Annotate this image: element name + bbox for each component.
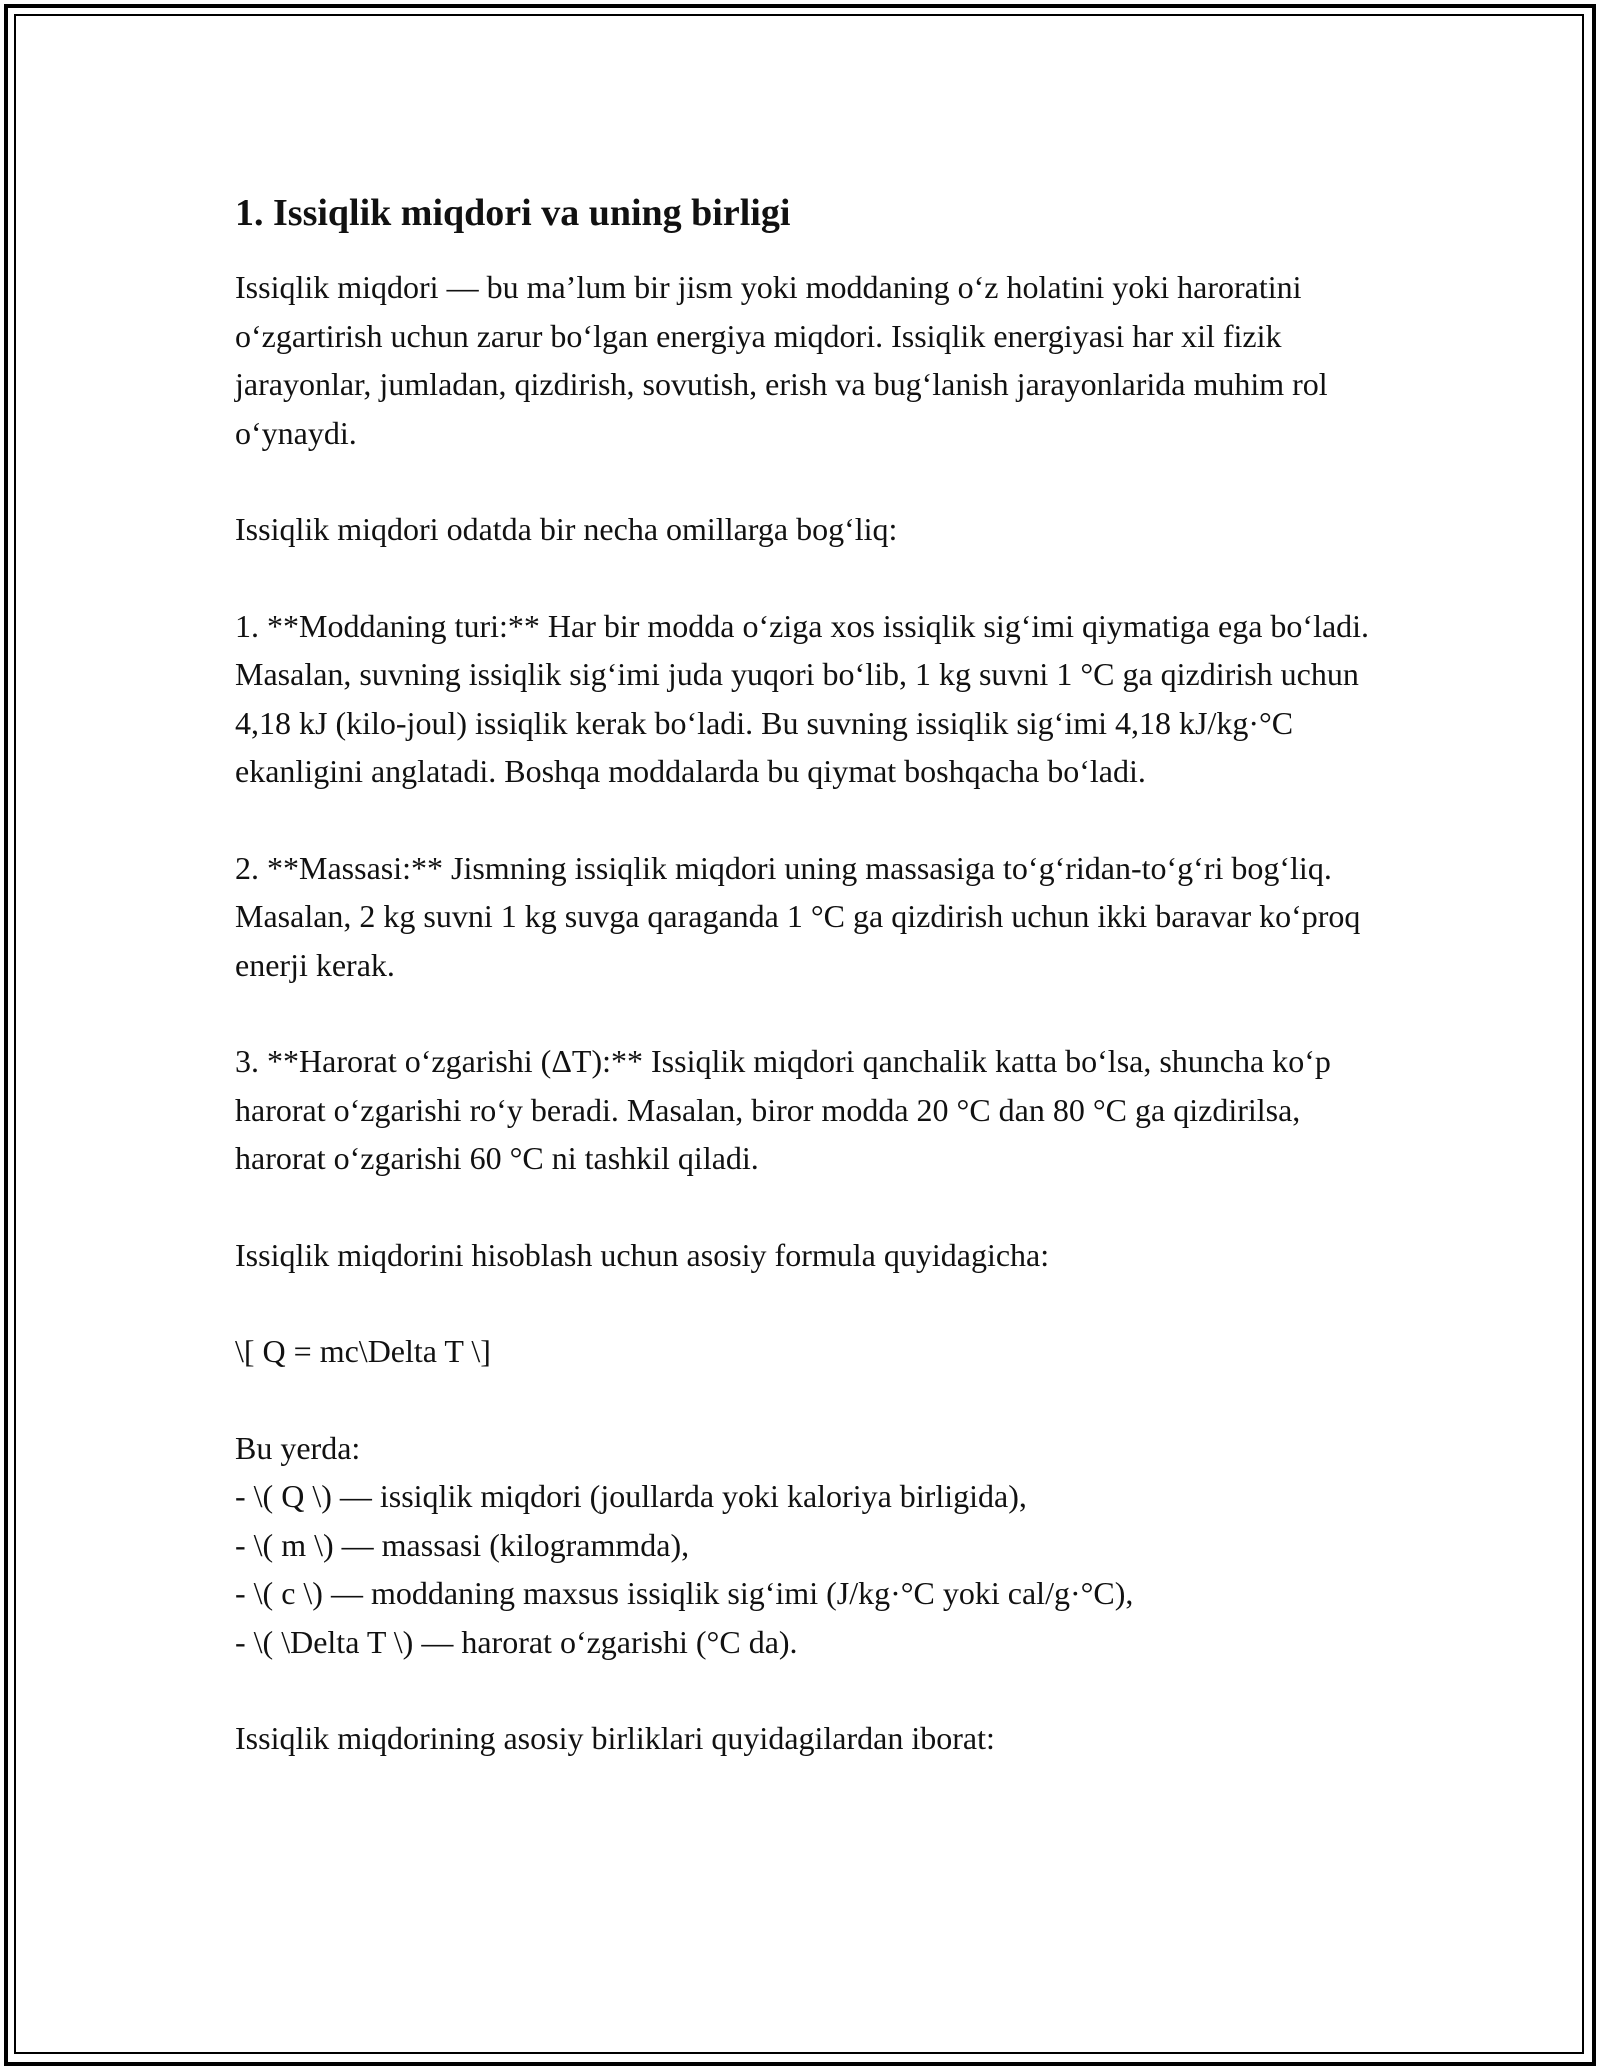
definition-m: - \( m \) — massasi (kilogrammda),	[235, 1526, 690, 1563]
definition-delta-t: - \( \Delta T \) — harorat o‘zgarishi (°C da).	[235, 1623, 798, 1660]
section-heading: 1. Issiqlik miqdori va uning birligi	[235, 192, 791, 234]
document-body	[235, 185, 1395, 1811]
units-intro: Issiqlik miqdorining asosiy birliklari quyidagilardan iborat:	[235, 1720, 995, 1756]
variable-definitions	[235, 1424, 1395, 1667]
factor-item-temperature-change: 3. **Harorat o‘zgarishi (ΔT):** Issiqlik miqdori qanchalik katta bo‘lsa, shuncha ko‘p harorat o‘zgarishi ro‘y beradi. Masalan, biror modda 20 °C dan 80 °C ga qizdirilsa, harorat o‘zgarishi 60 °C ni tashkil qiladi.	[235, 1043, 1331, 1176]
formula-intro: Issiqlik miqdorini hisoblash uchun asosiy formula quyidagicha:	[235, 1236, 1050, 1273]
definition-c: - \( c \) — moddaning maxsus issiqlik sig‘imi (J/kg·°C yoki cal/g·°C),	[235, 1575, 1134, 1611]
where-label: Bu yerda:	[235, 1429, 361, 1466]
factors-intro: Issiqlik miqdori odatda bir necha omillarga bog‘liq:	[235, 511, 898, 547]
intro-paragraph: Issiqlik miqdori — bu ma’lum bir jism yoki moddaning o‘z holatini yoki haroratini o‘zgartirish uchun zarur bo‘lgan energiya miqdori. Issiqlik energiyasi har xil fizik jarayonlar, jumladan, qizdirish, sovutish, erish va bug‘lanish jarayonlarida muhim rol o‘ynaydi.	[235, 269, 1328, 451]
definition-q: - \( Q \) — issiqlik miqdori (joullarda yoki kaloriya birligida),	[235, 1478, 1027, 1514]
factor-item-substance-type: 1. **Moddaning turi:** Har bir modda o‘ziga xos issiqlik sig‘imi qiymatiga ega bo‘ladi. Masalan, suvning issiqlik sig‘imi juda yuqori bo‘lib, 1 kg suvni 1 °C ga qizdirish uchun 4,18 kJ (kilo-joul) issiqlik kerak bo‘ladi. Bu suvning issiqlik sig‘imi 4,18 kJ/kg·°C ekanligini anglatadi. Boshqa moddalarda bu qiymat boshqacha bo‘ladi.	[235, 607, 1370, 789]
formula: \[ Q = mc\Delta T \]	[235, 1333, 491, 1369]
factor-item-mass: 2. **Massasi:** Jismning issiqlik miqdori uning massasiga to‘g‘ridan-to‘g‘ri bog‘liq. Masalan, 2 kg suvni 1 kg suvga qaraganda 1 °C ga qizdirish uchun ikki baravar ko‘proq enerji kerak.	[235, 849, 1361, 983]
